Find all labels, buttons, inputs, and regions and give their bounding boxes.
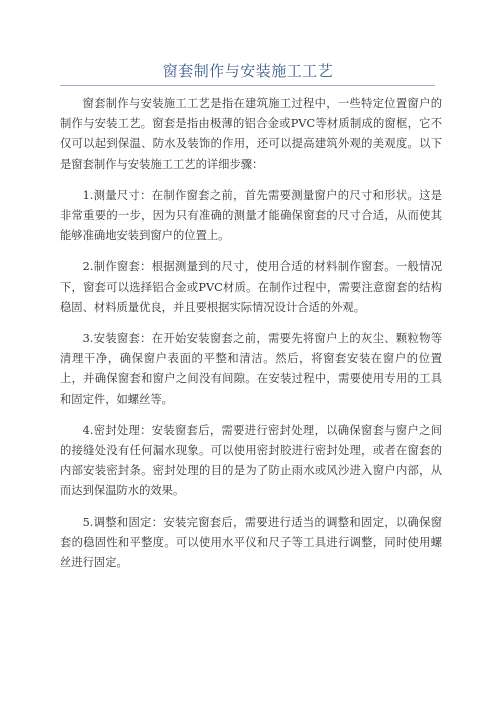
paragraph-step-2: 2.制作窗套：根据测量到的尺寸，使用合适的材料制作窗套。一般情况下，窗套可以选择铝合金或PVC材质。在制作过程中，需要注意窗套的结构稳固、材料质量优良，并且要根据实际情况设计合适的外观。 [60, 260, 442, 314]
title-underline [60, 85, 435, 86]
paragraph-step-3: 3.安装窗套：在开始安装窗套之前，需要先将窗户上的灰尘、颗粒物等清理干净，确保窗户表面的平整和清洁。然后，将窗套安装在窗户的位置上，并确保窗套和窗户之间没有间隙。在安装过程中，需要使用专用的工具和固定件，如螺丝等。 [60, 332, 442, 406]
paragraph-step-5: 5.调整和固定：安装完窗套后，需要进行适当的调整和固定，以确保窗套的稳固性和平整度。可以使用水平仪和尺子等工具进行调整，同时使用螺丝进行固定。 [60, 515, 442, 570]
paragraph-step-1: 1.测量尺寸：在制作窗套之前，首先需要测量窗户的尺寸和形状。这是非常重要的一步，因为只有准确的测量才能确保窗套的尺寸合适，从而使其能够准确地安装到窗户的位置上。 [60, 188, 442, 243]
document-body [60, 94, 442, 584]
page-title: 窗套制作与安装施工工艺 [162, 62, 334, 80]
paragraph-intro: 窗套制作与安装施工工艺是指在建筑施工过程中，一些特定位置窗户的制作与安装工艺。窗套是指由极薄的铝合金或PVC等材质制成的窗框，它不仅可以起到保温、防水及装饰的作用，还可以提高建筑外观的美观度。以下是窗套制作与安装施工工艺的详细步骤： [60, 97, 442, 171]
paragraph-step-4: 4.密封处理：安装窗套后，需要进行密封处理，以确保窗套与窗户之间的接缝处没有任何漏水现象。可以使用密封胶进行密封处理，或者在窗套的内部安装密封条。密封处理的目的是为了防止雨水或风沙进入窗户内部，从而达到保温防水的效果。 [60, 423, 442, 498]
